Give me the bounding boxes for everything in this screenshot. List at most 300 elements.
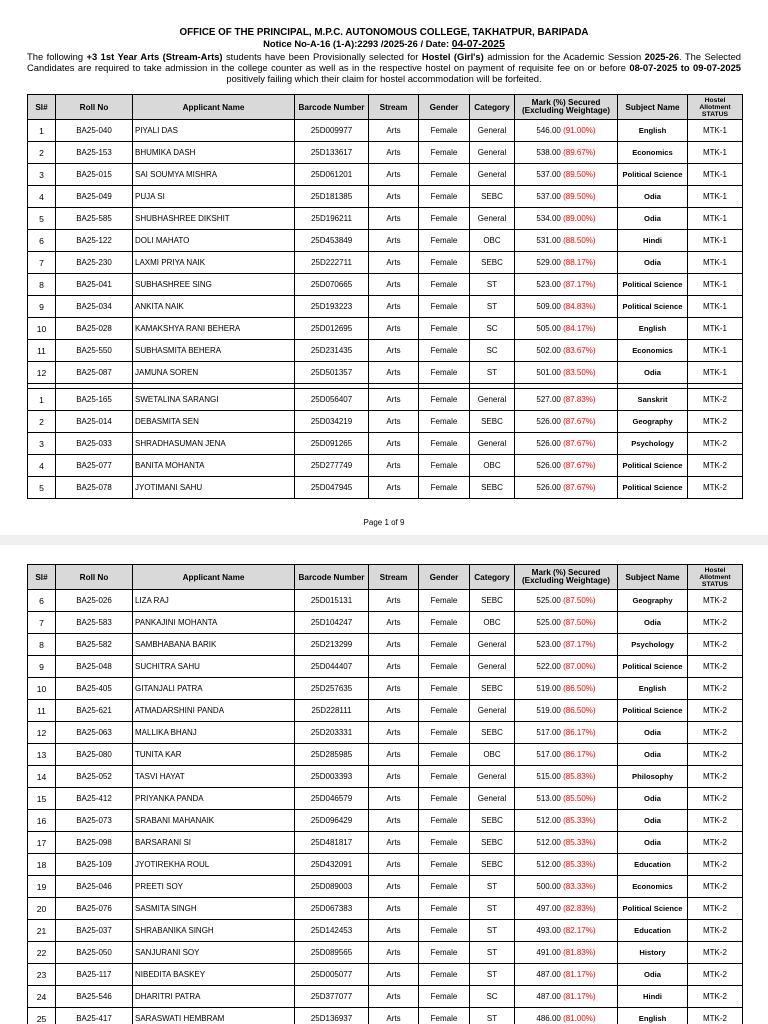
cell-gender: Female	[419, 634, 470, 656]
cell-hostel-status: MTK-2	[688, 700, 743, 722]
cell-category: SEBC	[470, 590, 515, 612]
cell-barcode: 25D089565	[295, 942, 369, 964]
cell-subject: Psychology	[618, 634, 688, 656]
cell-applicant-name: TASVI HAYAT	[133, 766, 295, 788]
cell-sl: 2	[28, 411, 56, 433]
cell-barcode: 25D501357	[295, 362, 369, 384]
cell-gender: Female	[419, 942, 470, 964]
cell-applicant-name: DEBASMITA SEN	[133, 411, 295, 433]
notice-header	[27, 27, 741, 84]
cell-roll-no: BA25-230	[56, 252, 133, 274]
cell-stream: Arts	[369, 186, 419, 208]
cell-category: General	[470, 700, 515, 722]
cell-roll-no: BA25-080	[56, 744, 133, 766]
cell-hostel-status: MTK-1	[688, 142, 743, 164]
cell-hostel-status: MTK-2	[688, 477, 743, 499]
mark-percentage: (88.17%)	[563, 258, 596, 267]
cell-barcode: 25D056407	[295, 389, 369, 411]
cell-category: SEBC	[470, 810, 515, 832]
cell-category: SEBC	[470, 411, 515, 433]
cell-sl: 10	[28, 678, 56, 700]
mark-percentage: (86.50%)	[563, 684, 596, 693]
cell-category: SEBC	[470, 832, 515, 854]
table-row	[28, 477, 743, 499]
cell-subject: Political Science	[618, 164, 688, 186]
notice-date: 04-07-2025	[451, 39, 505, 51]
cell-hostel-status: MTK-1	[688, 164, 743, 186]
cell-mark: 501.00 (83.50%)	[515, 362, 618, 384]
cell-mark: 502.00 (83.67%)	[515, 340, 618, 362]
cell-barcode: 25D047945	[295, 477, 369, 499]
cell-subject: English	[618, 120, 688, 142]
cell-subject: Odia	[618, 722, 688, 744]
cell-stream: Arts	[369, 1008, 419, 1024]
cell-applicant-name: DOLI MAHATO	[133, 230, 295, 252]
table-row	[28, 142, 743, 164]
cell-hostel-status: MTK-1	[688, 252, 743, 274]
cell-subject: Economics	[618, 876, 688, 898]
cell-applicant-name: BANITA MOHANTA	[133, 455, 295, 477]
cell-category: SEBC	[470, 854, 515, 876]
cell-subject: Psychology	[618, 433, 688, 455]
cell-mark: 526.00 (87.67%)	[515, 411, 618, 433]
cell-stream: Arts	[369, 230, 419, 252]
cell-gender: Female	[419, 854, 470, 876]
cell-sl: 3	[28, 433, 56, 455]
cell-sl: 21	[28, 920, 56, 942]
mark-percentage: (89.50%)	[563, 170, 596, 179]
table-row	[28, 678, 743, 700]
table-row	[28, 186, 743, 208]
cell-roll-no: BA25-078	[56, 477, 133, 499]
cell-stream: Arts	[369, 296, 419, 318]
cell-sl: 22	[28, 942, 56, 964]
cell-hostel-status: MTK-1	[688, 120, 743, 142]
cell-mark: 526.00 (87.67%)	[515, 433, 618, 455]
cell-applicant-name: SARASWATI HEMBRAM	[133, 1008, 295, 1024]
cell-gender: Female	[419, 477, 470, 499]
cell-hostel-status: MTK-2	[688, 766, 743, 788]
table-body	[28, 120, 743, 499]
cell-mark: 531.00 (88.50%)	[515, 230, 618, 252]
cell-category: OBC	[470, 230, 515, 252]
cell-roll-no: BA25-621	[56, 700, 133, 722]
cell-sl: 20	[28, 898, 56, 920]
cell-category: SC	[470, 318, 515, 340]
cell-sl: 7	[28, 612, 56, 634]
cell-barcode: 25D196211	[295, 208, 369, 230]
cell-sl: 11	[28, 700, 56, 722]
cell-hostel-status: MTK-1	[688, 208, 743, 230]
cell-stream: Arts	[369, 876, 419, 898]
cell-barcode: 25D257635	[295, 678, 369, 700]
cell-stream: Arts	[369, 700, 419, 722]
mark-percentage: (88.50%)	[563, 236, 596, 245]
mark-percentage: (81.17%)	[563, 970, 596, 979]
cell-barcode: 25D009977	[295, 120, 369, 142]
cell-subject: Education	[618, 854, 688, 876]
cell-mark: 512.00 (85.33%)	[515, 810, 618, 832]
cell-applicant-name: SRABANI MAHANAIK	[133, 810, 295, 832]
header-category: Category	[470, 565, 515, 590]
mark-percentage: (89.50%)	[563, 192, 596, 201]
header-barcode-number: Barcode Number	[295, 565, 369, 590]
cell-gender: Female	[419, 678, 470, 700]
cell-sl: 13	[28, 744, 56, 766]
cell-hostel-status: MTK-1	[688, 274, 743, 296]
cell-gender: Female	[419, 590, 470, 612]
cell-applicant-name: KAMAKSHYA RANI BEHERA	[133, 318, 295, 340]
cell-barcode: 25D481817	[295, 832, 369, 854]
cell-stream: Arts	[369, 634, 419, 656]
cell-sl: 1	[28, 120, 56, 142]
header-subject-name: Subject Name	[618, 565, 688, 590]
cell-roll-no: BA25-122	[56, 230, 133, 252]
mark-percentage: (85.33%)	[563, 860, 596, 869]
cell-mark: 509.00 (84.83%)	[515, 296, 618, 318]
cell-roll-no: BA25-550	[56, 340, 133, 362]
cell-applicant-name: SAMBHABANA BARIK	[133, 634, 295, 656]
cell-stream: Arts	[369, 722, 419, 744]
table-row	[28, 744, 743, 766]
mark-percentage: (87.83%)	[563, 395, 596, 404]
selection-table-page-2	[27, 564, 743, 1024]
header-sl: Sl#	[28, 95, 56, 120]
cell-barcode: 25D453849	[295, 230, 369, 252]
table-row	[28, 942, 743, 964]
table-row	[28, 389, 743, 411]
table-row	[28, 854, 743, 876]
cell-mark: 486.00 (81.00%)	[515, 1008, 618, 1024]
cell-barcode: 25D193223	[295, 296, 369, 318]
cell-stream: Arts	[369, 455, 419, 477]
table-row	[28, 986, 743, 1008]
cell-mark: 526.00 (87.67%)	[515, 477, 618, 499]
cell-stream: Arts	[369, 433, 419, 455]
cell-hostel-status: MTK-2	[688, 722, 743, 744]
header-applicant-name: Applicant Name	[133, 95, 295, 120]
cell-subject: English	[618, 1008, 688, 1024]
cell-stream: Arts	[369, 340, 419, 362]
cell-subject: Philosophy	[618, 766, 688, 788]
cell-stream: Arts	[369, 678, 419, 700]
cell-applicant-name: MALLIKA BHANJ	[133, 722, 295, 744]
cell-mark: 519.00 (86.50%)	[515, 678, 618, 700]
cell-hostel-status: MTK-1	[688, 296, 743, 318]
cell-subject: Odia	[618, 612, 688, 634]
cell-mark: 513.00 (85.50%)	[515, 788, 618, 810]
cell-mark: 523.00 (87.17%)	[515, 634, 618, 656]
cell-subject: Odia	[618, 252, 688, 274]
cell-category: General	[470, 142, 515, 164]
cell-applicant-name: SASMITA SINGH	[133, 898, 295, 920]
cell-subject: Hindi	[618, 986, 688, 1008]
cell-gender: Female	[419, 876, 470, 898]
cell-roll-no: BA25-583	[56, 612, 133, 634]
header-category: Category	[470, 95, 515, 120]
cell-hostel-status: MTK-2	[688, 590, 743, 612]
cell-roll-no: BA25-041	[56, 274, 133, 296]
cell-sl: 14	[28, 766, 56, 788]
mark-percentage: (87.67%)	[563, 461, 596, 470]
cell-mark: 529.00 (88.17%)	[515, 252, 618, 274]
cell-applicant-name: JYOTIREKHA ROUL	[133, 854, 295, 876]
cell-barcode: 25D222711	[295, 252, 369, 274]
cell-mark: 491.00 (81.83%)	[515, 942, 618, 964]
cell-stream: Arts	[369, 477, 419, 499]
cell-hostel-status: MTK-2	[688, 455, 743, 477]
cell-subject: Odia	[618, 964, 688, 986]
cell-subject: Odia	[618, 208, 688, 230]
cell-barcode: 25D277749	[295, 455, 369, 477]
cell-category: ST	[470, 296, 515, 318]
cell-applicant-name: SANJURANI SOY	[133, 942, 295, 964]
cell-barcode: 25D285985	[295, 744, 369, 766]
cell-barcode: 25D005077	[295, 964, 369, 986]
cell-subject: Hindi	[618, 230, 688, 252]
cell-sl: 5	[28, 477, 56, 499]
cell-sl: 4	[28, 455, 56, 477]
cell-gender: Female	[419, 362, 470, 384]
cell-sl: 24	[28, 986, 56, 1008]
cell-mark: 517.00 (86.17%)	[515, 744, 618, 766]
cell-category: General	[470, 208, 515, 230]
cell-subject: Political Science	[618, 898, 688, 920]
mark-percentage: (87.17%)	[563, 280, 596, 289]
table-row	[28, 766, 743, 788]
cell-roll-no: BA25-026	[56, 590, 133, 612]
mark-percentage: (87.50%)	[563, 618, 596, 627]
cell-barcode: 25D203331	[295, 722, 369, 744]
mark-percentage: (81.83%)	[563, 948, 596, 957]
cell-hostel-status: MTK-2	[688, 433, 743, 455]
cell-subject: English	[618, 678, 688, 700]
cell-gender: Female	[419, 700, 470, 722]
cell-stream: Arts	[369, 964, 419, 986]
cell-gender: Female	[419, 1008, 470, 1024]
cell-sl: 8	[28, 274, 56, 296]
cell-roll-no: BA25-037	[56, 920, 133, 942]
cell-mark: 534.00 (89.00%)	[515, 208, 618, 230]
cell-roll-no: BA25-028	[56, 318, 133, 340]
cell-hostel-status: MTK-2	[688, 898, 743, 920]
cell-stream: Arts	[369, 942, 419, 964]
cell-subject: Education	[618, 920, 688, 942]
header-roll-no: Roll No	[56, 95, 133, 120]
cell-hostel-status: MTK-2	[688, 854, 743, 876]
cell-category: ST	[470, 362, 515, 384]
table-row	[28, 898, 743, 920]
cell-applicant-name: PANKAJINI MOHANTA	[133, 612, 295, 634]
cell-gender: Female	[419, 986, 470, 1008]
header-gender: Gender	[419, 565, 470, 590]
table-body	[28, 590, 743, 1024]
cell-sl: 9	[28, 296, 56, 318]
cell-gender: Female	[419, 612, 470, 634]
cell-barcode: 25D136937	[295, 1008, 369, 1024]
cell-applicant-name: JAMUNA SOREN	[133, 362, 295, 384]
mark-percentage: (83.50%)	[563, 368, 596, 377]
cell-mark: 497.00 (82.83%)	[515, 898, 618, 920]
cell-stream: Arts	[369, 612, 419, 634]
cell-roll-no: BA25-052	[56, 766, 133, 788]
cell-applicant-name: BHUMIKA DASH	[133, 142, 295, 164]
cell-category: ST	[470, 876, 515, 898]
cell-gender: Female	[419, 832, 470, 854]
cell-barcode: 25D432091	[295, 854, 369, 876]
cell-gender: Female	[419, 455, 470, 477]
table-row	[28, 700, 743, 722]
cell-stream: Arts	[369, 766, 419, 788]
table-row	[28, 230, 743, 252]
cell-stream: Arts	[369, 788, 419, 810]
cell-roll-no: BA25-076	[56, 898, 133, 920]
cell-sl: 3	[28, 164, 56, 186]
cell-stream: Arts	[369, 810, 419, 832]
cell-gender: Female	[419, 186, 470, 208]
cell-sl: 18	[28, 854, 56, 876]
cell-stream: Arts	[369, 656, 419, 678]
cell-applicant-name: NIBEDITA BASKEY	[133, 964, 295, 986]
header-stream: Stream	[369, 565, 419, 590]
cell-subject: Economics	[618, 340, 688, 362]
cell-subject: Odia	[618, 186, 688, 208]
header-stream: Stream	[369, 95, 419, 120]
table-row	[28, 455, 743, 477]
cell-hostel-status: MTK-2	[688, 788, 743, 810]
cell-applicant-name: LAXMI PRIYA NAIK	[133, 252, 295, 274]
mark-percentage: (89.67%)	[563, 148, 596, 157]
cell-hostel-status: MTK-2	[688, 832, 743, 854]
selection-table-page-1	[27, 94, 743, 499]
cell-category: ST	[470, 920, 515, 942]
cell-roll-no: BA25-117	[56, 964, 133, 986]
cell-subject: Political Science	[618, 296, 688, 318]
cell-sl: 1	[28, 389, 56, 411]
cell-hostel-status: MTK-2	[688, 744, 743, 766]
cell-hostel-status: MTK-2	[688, 942, 743, 964]
cell-applicant-name: SHRABANIKA SINGH	[133, 920, 295, 942]
cell-stream: Arts	[369, 142, 419, 164]
cell-gender: Female	[419, 656, 470, 678]
cell-subject: Political Science	[618, 274, 688, 296]
cell-barcode: 25D012695	[295, 318, 369, 340]
header-sl: Sl#	[28, 565, 56, 590]
cell-hostel-status: MTK-2	[688, 411, 743, 433]
cell-applicant-name: SWETALINA SARANGI	[133, 389, 295, 411]
mark-percentage: (83.67%)	[563, 346, 596, 355]
table-header-row	[28, 95, 743, 120]
cell-mark: 487.00 (81.17%)	[515, 964, 618, 986]
cell-hostel-status: MTK-2	[688, 389, 743, 411]
table-row	[28, 1008, 743, 1024]
cell-applicant-name: TUNITA KAR	[133, 744, 295, 766]
cell-applicant-name: LIZA RAJ	[133, 590, 295, 612]
cell-roll-no: BA25-087	[56, 362, 133, 384]
cell-roll-no: BA25-049	[56, 186, 133, 208]
page-separator	[0, 535, 768, 545]
cell-mark: 525.00 (87.50%)	[515, 590, 618, 612]
cell-sl: 6	[28, 230, 56, 252]
cell-roll-no: BA25-015	[56, 164, 133, 186]
cell-gender: Female	[419, 252, 470, 274]
cell-barcode: 25D142453	[295, 920, 369, 942]
cell-hostel-status: MTK-2	[688, 986, 743, 1008]
cell-category: OBC	[470, 612, 515, 634]
cell-subject: Sanskrit	[618, 389, 688, 411]
mark-percentage: (85.33%)	[563, 816, 596, 825]
cell-subject: Political Science	[618, 455, 688, 477]
cell-mark: 525.00 (87.50%)	[515, 612, 618, 634]
cell-roll-no: BA25-546	[56, 986, 133, 1008]
table-row	[28, 252, 743, 274]
header-hostel-status: Hostel Allotment STATUS	[688, 95, 743, 120]
cell-barcode: 25D061201	[295, 164, 369, 186]
cell-mark: 512.00 (85.33%)	[515, 832, 618, 854]
mark-percentage: (81.00%)	[563, 1014, 596, 1023]
table-row	[28, 920, 743, 942]
cell-stream: Arts	[369, 120, 419, 142]
cell-mark: 527.00 (87.83%)	[515, 389, 618, 411]
notice-intro: The following +3 1st Year Arts (Stream-Arts) students have been Provisionally selected for Hostel (Girl's) admission for the Academic Session 2025-26. The Selected Candidates are required to take admission in the college counter as well as in the respective hostel on payment of requisite fee on or before 08-07-2025 to 09-07-2025 positively failing which their claim for hostel accommodation will be forfeited.	[27, 50, 742, 85]
cell-roll-no: BA25-014	[56, 411, 133, 433]
cell-sl: 5	[28, 208, 56, 230]
cell-stream: Arts	[369, 362, 419, 384]
table-row	[28, 318, 743, 340]
cell-roll-no: BA25-412	[56, 788, 133, 810]
cell-sl: 25	[28, 1008, 56, 1024]
cell-subject: Odia	[618, 744, 688, 766]
cell-stream: Arts	[369, 318, 419, 340]
cell-category: General	[470, 656, 515, 678]
cell-sl: 11	[28, 340, 56, 362]
cell-stream: Arts	[369, 920, 419, 942]
cell-hostel-status: MTK-1	[688, 230, 743, 252]
mark-percentage: (91.00%)	[563, 126, 596, 135]
cell-barcode: 25D070665	[295, 274, 369, 296]
cell-mark: 523.00 (87.17%)	[515, 274, 618, 296]
cell-gender: Female	[419, 898, 470, 920]
cell-roll-no: BA25-073	[56, 810, 133, 832]
page-number: Page 1 of 9	[363, 518, 405, 527]
cell-applicant-name: SUBHASMITA BEHERA	[133, 340, 295, 362]
cell-mark: 512.00 (85.33%)	[515, 854, 618, 876]
cell-applicant-name: BARSARANI SI	[133, 832, 295, 854]
cell-gender: Female	[419, 744, 470, 766]
cell-sl: 12	[28, 362, 56, 384]
header-mark: Mark (%) Secured (Excluding Weightage)	[515, 565, 618, 590]
cell-barcode: 25D377077	[295, 986, 369, 1008]
cell-category: OBC	[470, 455, 515, 477]
cell-subject: Odia	[618, 362, 688, 384]
cell-hostel-status: MTK-2	[688, 656, 743, 678]
cell-sl: 16	[28, 810, 56, 832]
table-row	[28, 120, 743, 142]
cell-category: ST	[470, 1008, 515, 1024]
table-row	[28, 876, 743, 898]
cell-subject: Economics	[618, 142, 688, 164]
cell-category: SEBC	[470, 186, 515, 208]
cell-gender: Female	[419, 318, 470, 340]
cell-mark: 537.00 (89.50%)	[515, 186, 618, 208]
cell-applicant-name: SUBHASHREE SING	[133, 274, 295, 296]
cell-stream: Arts	[369, 590, 419, 612]
cell-barcode: 25D067383	[295, 898, 369, 920]
cell-roll-no: BA25-033	[56, 433, 133, 455]
cell-hostel-status: MTK-2	[688, 920, 743, 942]
cell-gender: Female	[419, 788, 470, 810]
cell-stream: Arts	[369, 274, 419, 296]
